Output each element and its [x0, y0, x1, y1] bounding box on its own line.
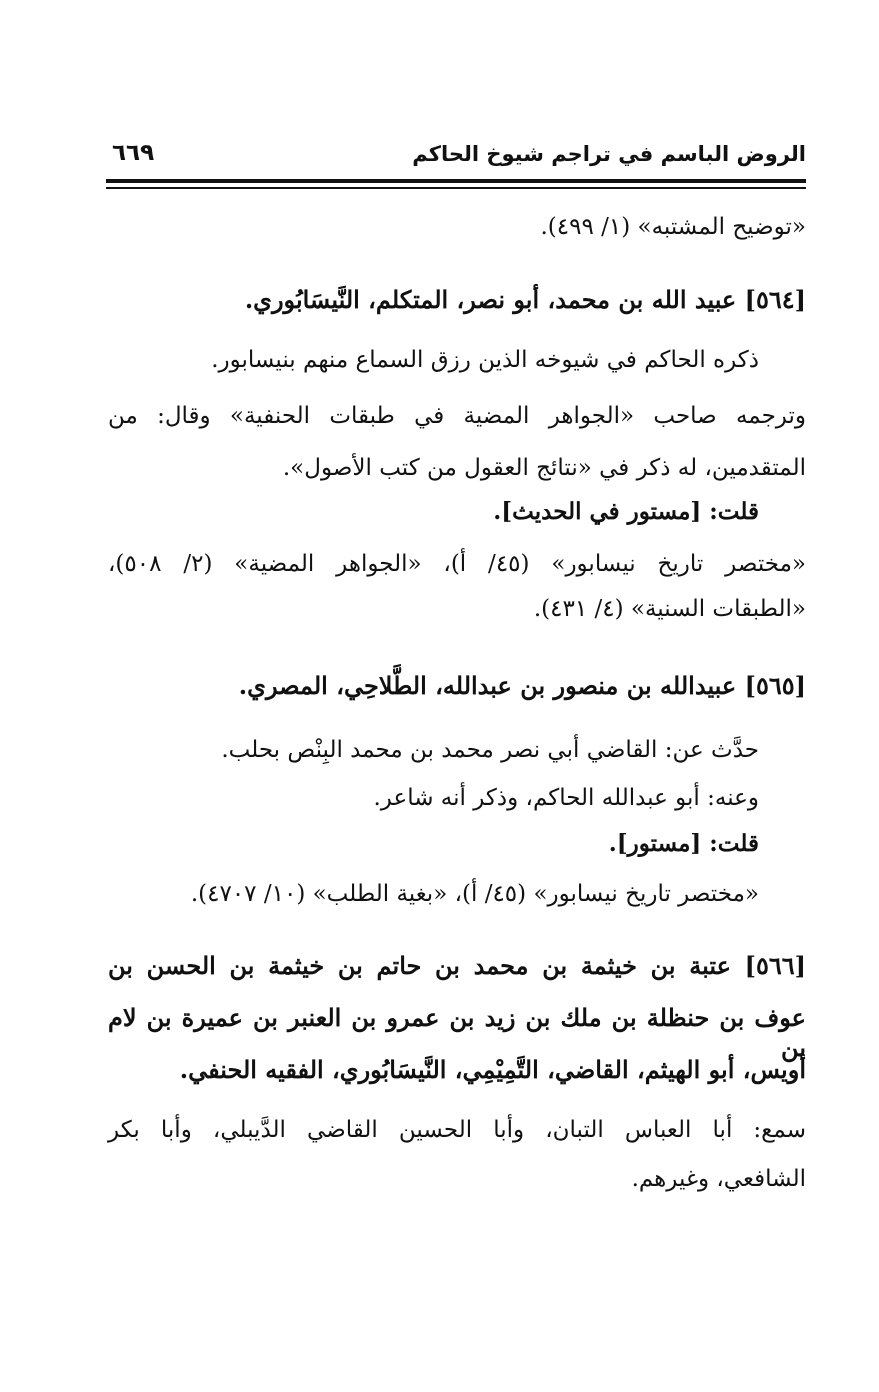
entry-565-verdict: قلت: [مستور].	[608, 830, 759, 857]
running-header	[106, 136, 806, 176]
entry-566-text: الشافعي، وغيرهم.	[631, 1166, 806, 1192]
entry-564-heading: [٥٦٤] عبيد الله بن محمد، أبو نصر، المتكلم، النَّيسَابُوري.	[244, 285, 806, 314]
entry-564-text: المتقدمين، له ذكر في «نتائج العقول من كتب الأصول».	[282, 455, 806, 481]
page-number: ٦٦٩	[112, 140, 155, 166]
header-rule-thin	[106, 187, 806, 189]
entry-565-heading: [٥٦٥] عبيدالله بن منصور بن عبدالله، الطَّلاحِي، المصري.	[238, 671, 806, 700]
entry-565-text: حدَّث عن: القاضي أبي نصر محمد بن محمد البِنْص بحلب.	[221, 737, 759, 763]
entry-564-sources: «الطبقات السنية» (٤/ ٤٣١).	[533, 596, 806, 622]
entry-566-heading: [٥٦٦] عتبة بن خيثمة بن محمد بن حاتم بن خيثمة بن الحسن بن	[108, 951, 806, 980]
header-rule-thick	[106, 179, 806, 183]
entry-566-heading: عوف بن حنظلة بن ملك بن زيد بن عمرو بن العنبر بن عميرة بن لام بن	[108, 1003, 806, 1062]
entry-565-sources: «مختصر تاريخ نيسابور» (٤٥/ أ)، «بغية الطلب» (١٠/ ٤٧٠٧).	[190, 881, 759, 907]
entry-565-text: وعنه: أبو عبدالله الحاكم، وذكر أنه شاعر.	[373, 785, 759, 811]
entry-566-heading: أويس، أبو الهيثم، القاضي، التَّمِيْمِي، النَّيسَابُوري، الفقيه الحنفي.	[179, 1055, 806, 1084]
entry-564-text: ذكره الحاكم في شيوخه الذين رزق السماع منهم بنيسابور.	[211, 347, 759, 373]
entry-564-sources: «مختصر تاريخ نيسابور» (٤٥/ أ)، «الجواهر المضية» (٢/ ٥٠٨)،	[108, 551, 806, 577]
source-citation: «توضيح المشتبه» (١/ ٤٩٩).	[540, 214, 806, 240]
entry-566-text: سمع: أبا العباس التبان، وأبا الحسين القاضي الدَّيبلي، وأبا بكر	[108, 1117, 806, 1143]
running-title: الروض الباسم في تراجم شيوخ الحاكم	[412, 142, 806, 166]
entry-564-text: وترجمه صاحب «الجواهر المضية في طبقات الحنفية» وقال: من	[108, 403, 806, 429]
entry-564-verdict: قلت: [مستور في الحديث].	[493, 498, 759, 525]
